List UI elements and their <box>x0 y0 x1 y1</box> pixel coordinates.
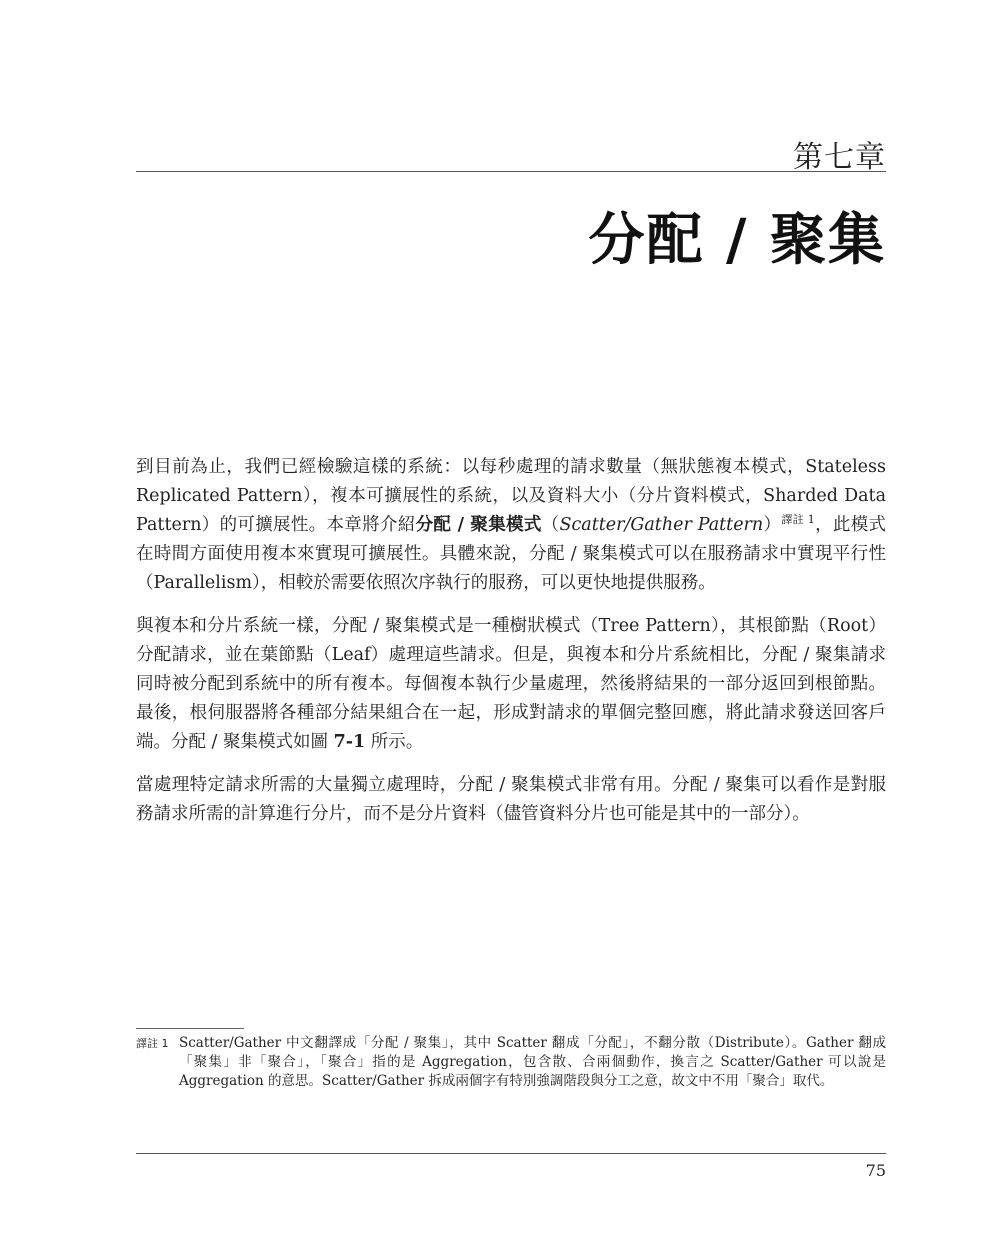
figure-ref[interactable]: 7-1 <box>333 732 366 752</box>
paragraph-2: 與複本和分片系統一樣，分配 / 聚集模式是一種樹狀模式（Tree Pattern），其根節點（Root）分配請求，並在葉節點（Leaf）處理這些請求。但是，與複本和分片系統相比，分配 / 聚集請求同時被分配到系統中的所有複本。每個複本執行少量處理，然後將結果的一部分返回到根節點。最後，根伺服器將各種部分結果組合在一起，形成對請求的單個完整回應，將此請求發送回客戶端。分配 / 聚集模式如圖 7-1 所示。 <box>136 616 886 752</box>
paragraph-3: 當處理特定請求所需的大量獨立處理時，分配 / 聚集模式非常有用。分配 / 聚集可以看作是對服務請求所需的計算進行分片，而不是分片資料（儘管資料分片也可能是其中的一部分）。 <box>136 775 886 824</box>
page-number: 75 <box>865 1161 886 1180</box>
footnote-text: Scatter/Gather 中文翻譯成「分配 / 聚集」，其中 Scatter 翻成「分配」，不翻分散（Distribute）。Gather 翻成「聚集」非「聚合」，「聚合」指的是 Aggregation，包含散、合兩個動作，換言之 Scatter/Gather 可以說是 Aggregation 的意思。Scatter/Gather 拆成兩個字有特別強調階段與分工之意，故文中不用「聚合」取代。 <box>179 1035 886 1089</box>
chapter-title: 分配 / 聚集 <box>588 208 886 273</box>
paragraph-1: 到目前為止，我們已經檢驗這樣的系統：以每秒處理的請求數量（無狀態複本模式，Stateless Replicated Pattern），複本可擴展性的系統，以及資料大小（分片資料模式，Sharded Data Pattern）的可擴展性。本章將介紹分配 / 聚集模式（Scatter/Gather Pattern）$^{譯註 1}$，此模式在時間方面使用複本來實現可擴展性。具體來說，分配 / 聚集模式可以在服務請求中實現平行性（Parallelism），相較於需要依照次序執行的服務，可以更快地提供服務。 <box>136 457 887 593</box>
chapter-label: 第七章 <box>793 140 886 175</box>
footnote <box>136 1034 886 1091</box>
footnote-mark: 譯註 1 <box>136 1037 169 1050</box>
term-english: Scatter/Gather Pattern <box>559 515 764 535</box>
footnote-rule <box>136 1028 244 1029</box>
term-scatter-gather: 分配 / 聚集模式 <box>415 515 542 535</box>
body-text <box>136 453 886 843</box>
header-rule <box>136 171 886 172</box>
footnote-ref[interactable]: 譯註 1 <box>781 513 815 527</box>
footer-rule <box>136 1153 886 1154</box>
